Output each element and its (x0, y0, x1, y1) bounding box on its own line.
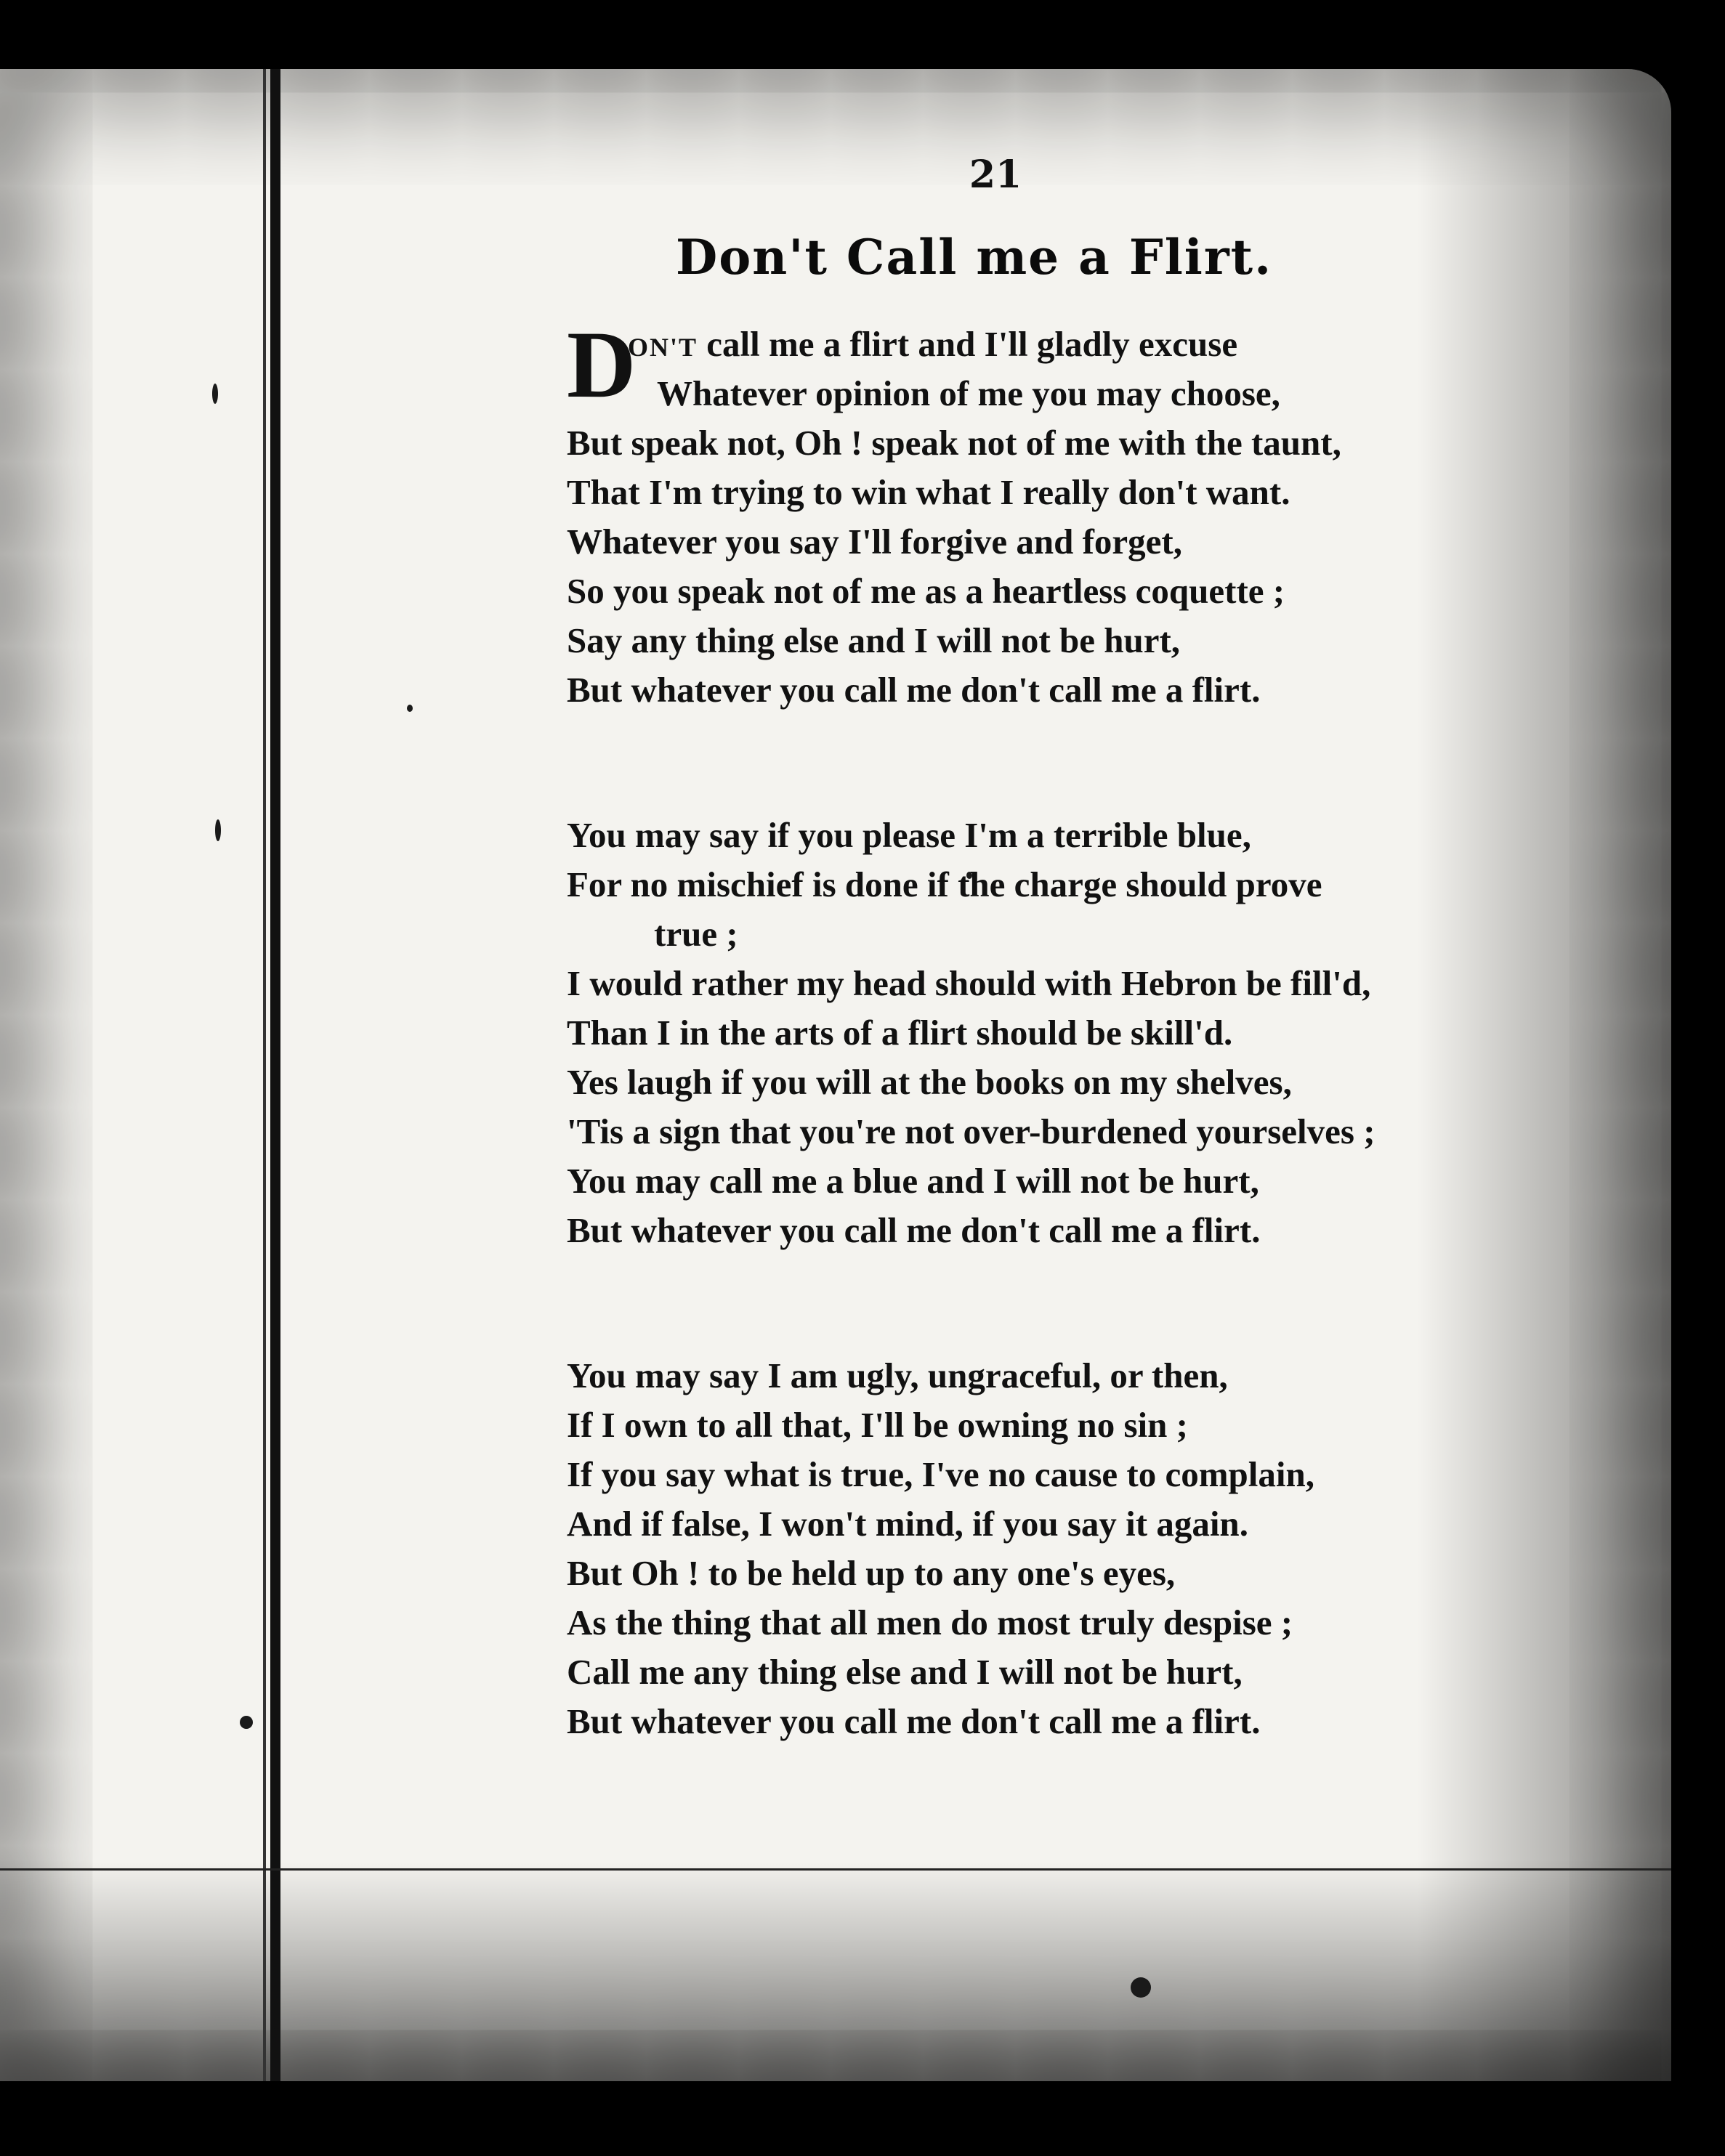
first-word-smallcaps: ON'T (628, 333, 698, 362)
poem-line: That I'm trying to win what I really don't want. (567, 472, 1290, 512)
first-line-text: call me a flirt and I'll gladly excuse (698, 324, 1238, 364)
poem-title: Don't Call me a Flirt. (676, 229, 1273, 285)
poem-line: You may call me a blue and I will not be hurt, (567, 1161, 1259, 1201)
poem-line: But whatever you call me don't call me a flirt. (567, 670, 1261, 710)
poem-line: If you say what is true, I've no cause to complain, (567, 1454, 1315, 1494)
poem-line: And if false, I won't mind, if you say it again. (567, 1504, 1248, 1544)
poem-line: I would rather my head should with Hebron be fill'd, (567, 963, 1371, 1003)
poem-body (567, 311, 1511, 1746)
ink-speck (407, 705, 413, 712)
ink-speck (212, 384, 218, 404)
binding-gutter-line (270, 69, 280, 2081)
poem-line: 'Tis a sign that you're not over-burdened yourselves ; (567, 1111, 1375, 1151)
stanza-gap (567, 715, 1511, 811)
drop-cap: D (567, 311, 637, 418)
horizontal-rule (0, 1868, 1671, 1871)
poem-line: So you speak not of me as a heartless coquette ; (567, 571, 1285, 611)
gutter-line-thin (263, 69, 266, 2081)
poem-line: If I own to all that, I'll be owning no sin ; (567, 1405, 1188, 1445)
stanza-gap (567, 1255, 1511, 1351)
poem-line: But whatever you call me don't call me a flirt. (567, 1210, 1261, 1250)
poem-line: You may say if you please I'm a terrible blue, (567, 815, 1251, 855)
poem-line: But speak not, Oh ! speak not of me with the taunt, (567, 423, 1341, 463)
scan-edge-shadow-bottom (0, 1860, 1671, 2081)
page-number: 21 (969, 153, 1022, 197)
poem-line: true ; (654, 914, 738, 954)
ink-speck (1131, 1977, 1151, 1998)
poem-line (628, 320, 1237, 369)
poem-line: As the thing that all men do most truly despise ; (567, 1602, 1293, 1642)
poem-line: But whatever you call me don't call me a flirt. (567, 1701, 1261, 1741)
poem-line: Say any thing else and I will not be hurt, (567, 620, 1181, 660)
poem-line: Call me any thing else and I will not be hurt, (567, 1652, 1243, 1692)
ink-speck (215, 819, 221, 841)
poem-line: You may say I am ugly, ungraceful, or then, (567, 1355, 1228, 1395)
ink-speck (240, 1716, 253, 1729)
poem-line: Whatever you say I'll forgive and forget, (567, 522, 1182, 562)
poem-line: But Oh ! to be held up to any one's eyes, (567, 1553, 1176, 1593)
poem-line: Than I in the arts of a flirt should be skill'd. (567, 1013, 1233, 1053)
poem-line: Yes laugh if you will at the books on my shelves, (567, 1062, 1292, 1102)
stanza-1-opening (567, 311, 1511, 418)
poem-line: Whatever opinion of me you may choose, (657, 373, 1280, 413)
poem-line: For no mischief is done if the charge should prove (567, 864, 1322, 904)
